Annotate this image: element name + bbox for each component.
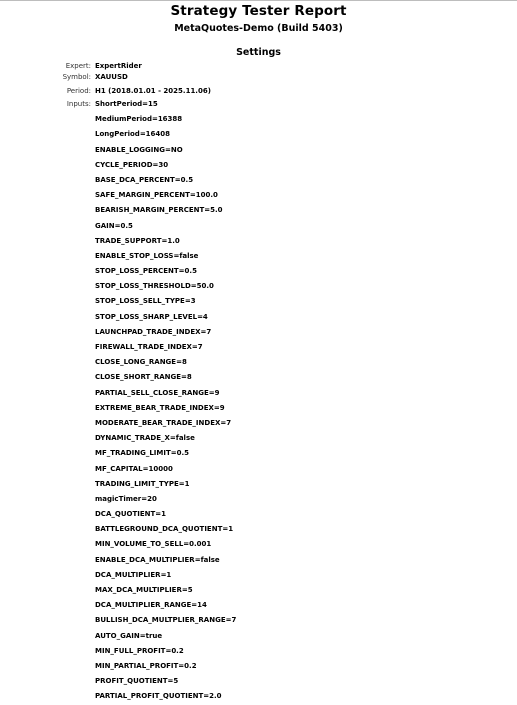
input-param-value: FIREWALL_TRADE_INDEX=7 bbox=[95, 343, 203, 351]
input-param-value: DYNAMIC_TRADE_X=false bbox=[95, 434, 195, 443]
input-param-row bbox=[0, 294, 517, 309]
input-param-row bbox=[0, 310, 517, 325]
input-param-row bbox=[0, 416, 517, 431]
input-param-row bbox=[0, 431, 517, 446]
inputs-list bbox=[0, 97, 517, 705]
input-param-row bbox=[0, 219, 517, 234]
input-param-row bbox=[0, 234, 517, 249]
input-param-value: BULLISH_DCA_MULTPLIER_RANGE=7 bbox=[95, 616, 237, 625]
input-param-row bbox=[0, 158, 517, 173]
input-param-value: MIN_PARTIAL_PROFIT=0.2 bbox=[95, 661, 197, 670]
input-param-row bbox=[0, 112, 517, 127]
input-param-value: SAFE_MARGIN_PERCENT=100.0 bbox=[95, 191, 218, 200]
report-title: Strategy Tester Report bbox=[170, 3, 347, 19]
input-param-row bbox=[0, 613, 517, 628]
input-param-row bbox=[0, 583, 517, 598]
input-param-value: EXTREME_BEAR_TRADE_INDEX=9 bbox=[95, 403, 225, 412]
input-param-value: TRADE_SUPPORT=1.0 bbox=[95, 236, 180, 245]
input-param-value: MIN_VOLUME_TO_SELL=0.001 bbox=[95, 540, 212, 549]
input-param-value: MF_TRADING_LIMIT=0.5 bbox=[95, 449, 190, 458]
input-param-value: MF_CAPITAL=10000 bbox=[95, 464, 173, 473]
input-param-value: TRADING_LIMIT_TYPE=1 bbox=[95, 479, 190, 488]
setting-row-symbol bbox=[0, 71, 517, 84]
input-param-row bbox=[0, 370, 517, 385]
input-param-row bbox=[0, 279, 517, 294]
input-param-row bbox=[0, 537, 517, 552]
input-param-row bbox=[0, 674, 517, 689]
input-param-value: AUTO_GAIN=true bbox=[95, 631, 163, 640]
input-param-row bbox=[0, 386, 517, 401]
input-param-row bbox=[0, 568, 517, 583]
input-param-row bbox=[0, 598, 517, 613]
input-param-row bbox=[0, 249, 517, 264]
input-param-value: BASE_DCA_PERCENT=0.5 bbox=[95, 175, 194, 184]
setting-label: Inputs: bbox=[66, 100, 91, 108]
setting-label: Period: bbox=[66, 87, 91, 95]
input-param-row bbox=[0, 462, 517, 477]
input-param-value: LAUNCHPAD_TRADE_INDEX=7 bbox=[95, 327, 212, 336]
input-param-value: STOP_LOSS_SELL_TYPE=3 bbox=[95, 297, 196, 306]
input-param-value: STOP_LOSS_THRESHOLD=50.0 bbox=[95, 282, 214, 291]
input-param-row bbox=[0, 127, 517, 142]
input-param-value: GAIN=0.5 bbox=[95, 221, 133, 230]
input-param-value: PARTIAL_SELL_CLOSE_RANGE=9 bbox=[95, 388, 220, 397]
input-param-value: CLOSE_SHORT_RANGE=8 bbox=[95, 373, 192, 382]
input-param-row bbox=[0, 203, 517, 218]
input-param-value: CYCLE_PERIOD=30 bbox=[95, 160, 169, 169]
input-param-value: CLOSE_LONG_RANGE=8 bbox=[95, 358, 187, 367]
input-param-row bbox=[0, 173, 517, 188]
input-param-row bbox=[0, 629, 517, 644]
input-param-row bbox=[0, 446, 517, 461]
input-param-value: ENABLE_LOGGING=NO bbox=[95, 145, 183, 154]
input-param-row bbox=[0, 644, 517, 659]
section-heading-settings: Settings bbox=[236, 47, 281, 58]
input-param-value: STOP_LOSS_SHARP_LEVEL=4 bbox=[95, 312, 208, 321]
input-param-row bbox=[0, 522, 517, 537]
input-param-row bbox=[0, 689, 517, 704]
input-param-value: DCA_MULTIPLIER_RANGE=14 bbox=[95, 601, 207, 610]
input-param-value: MODERATE_BEAR_TRADE_INDEX=7 bbox=[95, 418, 232, 427]
input-param-row bbox=[0, 264, 517, 279]
input-param-value: DCA_MULTIPLIER=1 bbox=[95, 570, 172, 579]
input-param-value: PARTIAL_PROFIT_QUOTIENT=2.0 bbox=[95, 692, 222, 701]
input-param-value: STOP_LOSS_PERCENT=0.5 bbox=[95, 267, 197, 276]
input-param-value: ShortPeriod=15 bbox=[95, 100, 158, 108]
input-param-row bbox=[0, 97, 517, 112]
input-param-row bbox=[0, 477, 517, 492]
input-param-value: PROFIT_QUOTIENT=5 bbox=[95, 677, 179, 686]
input-param-row bbox=[0, 401, 517, 416]
input-param-row bbox=[0, 325, 517, 340]
setting-value: XAUUSD bbox=[95, 73, 128, 81]
input-param-row bbox=[0, 340, 517, 355]
input-param-value: MediumPeriod=16388 bbox=[95, 115, 183, 124]
input-param-value: magicTimer=20 bbox=[95, 494, 157, 503]
input-param-row bbox=[0, 553, 517, 568]
input-param-value: BEARISH_MARGIN_PERCENT=5.0 bbox=[95, 206, 223, 215]
setting-value: ExpertRider bbox=[95, 62, 142, 70]
input-param-value: MAX_DCA_MULTIPLIER=5 bbox=[95, 586, 193, 594]
input-param-value: ENABLE_STOP_LOSS=false bbox=[95, 251, 199, 260]
input-param-row bbox=[0, 507, 517, 522]
report-subtitle: MetaQuotes-Demo (Build 5403) bbox=[174, 23, 343, 34]
input-param-row bbox=[0, 659, 517, 674]
input-param-value: DCA_QUOTIENT=1 bbox=[95, 510, 166, 519]
input-param-row bbox=[0, 355, 517, 370]
setting-label: Symbol: bbox=[62, 73, 91, 81]
input-param-row bbox=[0, 143, 517, 158]
input-param-value: BATTLEGROUND_DCA_QUOTIENT=1 bbox=[95, 525, 234, 534]
input-param-row bbox=[0, 188, 517, 203]
input-param-value: MIN_FULL_PROFIT=0.2 bbox=[95, 646, 184, 655]
top-border bbox=[0, 0, 517, 1]
input-param-value: LongPeriod=16408 bbox=[95, 130, 171, 139]
setting-value: H1 (2018.01.01 - 2025.11.06) bbox=[95, 87, 211, 95]
input-param-row bbox=[0, 492, 517, 507]
setting-label: Expert: bbox=[65, 62, 91, 70]
input-param-value: ENABLE_DCA_MULTIPLIER=false bbox=[95, 555, 220, 564]
